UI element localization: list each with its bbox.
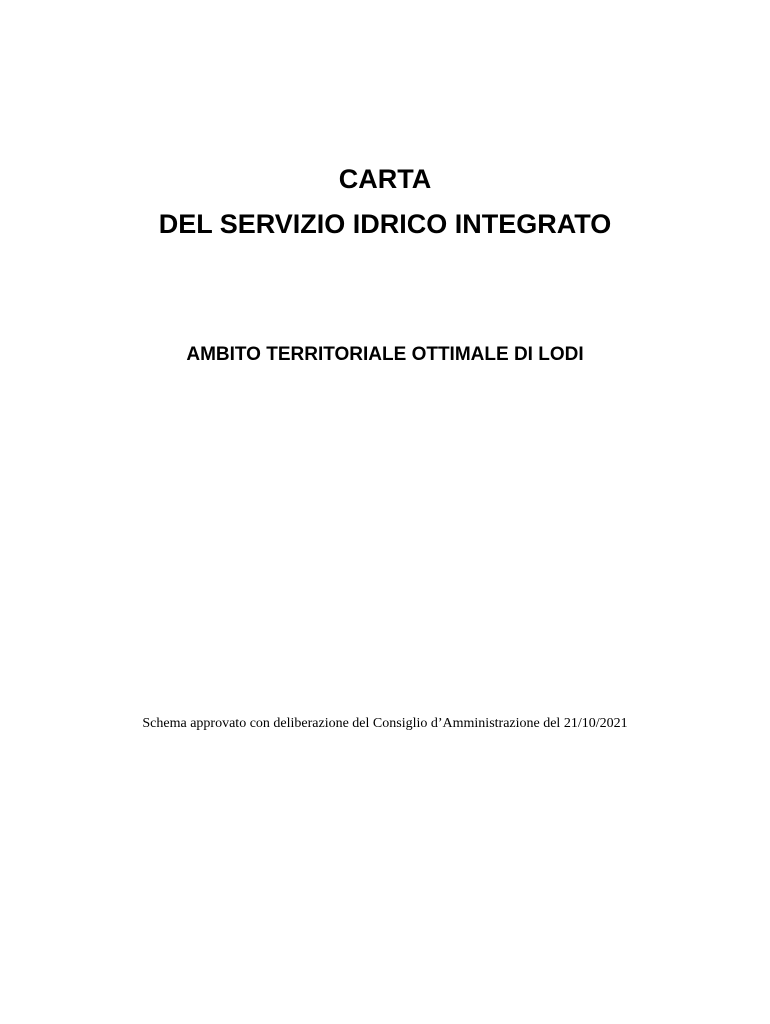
document-title-line-2: DEL SERVIZIO IDRICO INTEGRATO [158,209,612,239]
document-title-line-1: CARTA [338,164,432,194]
document-subtitle: AMBITO TERRITORIALE OTTIMALE DI LODI [186,344,584,365]
approval-note: Schema approvato con deliberazione del Consiglio d’Amministrazione del 21/10/2021 [142,716,628,731]
